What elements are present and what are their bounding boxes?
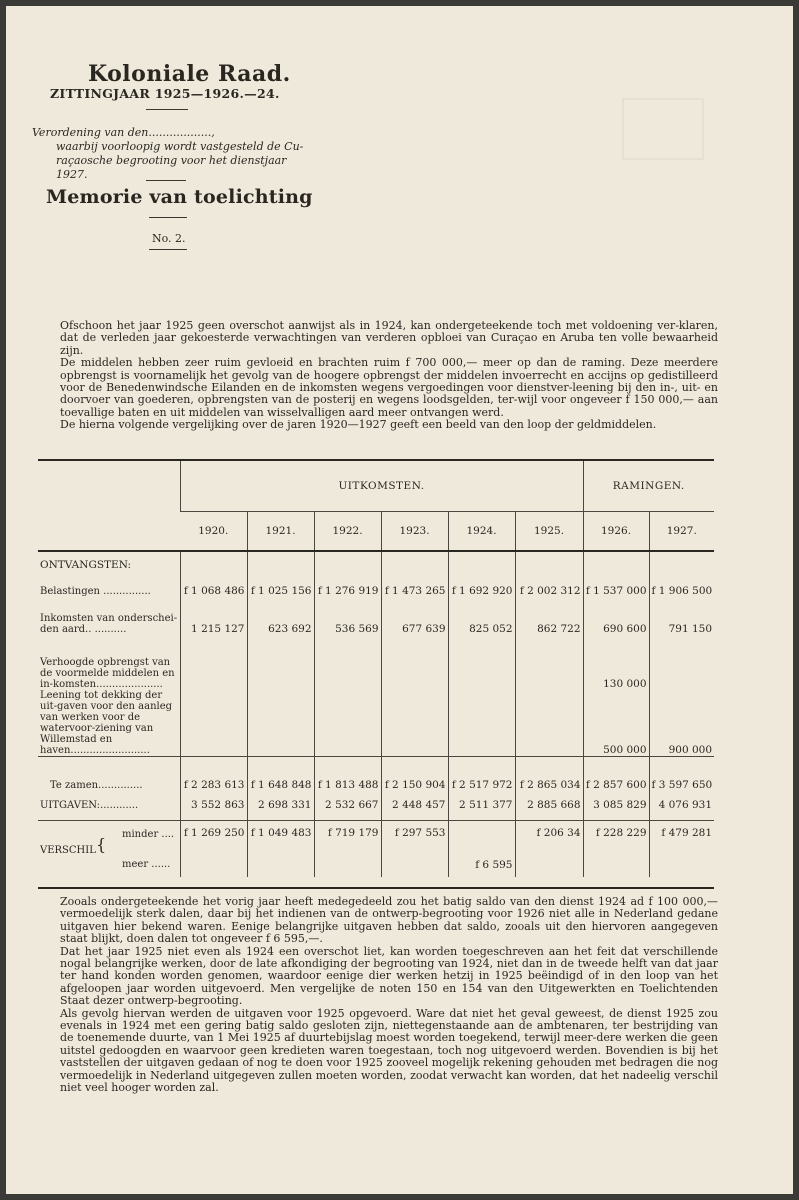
cell-value — [180, 635, 247, 690]
minder-value: f 719 179 — [327, 827, 379, 839]
paragraph: Als gevolg hiervan werden de uitgaven voor 1925 opgevoerd. Ware dat niet het geval geweest, de dienst 1925 zou evenals in 1924 met een gering batig saldo gesloten zijn, niettegenstaande aan de ambtenaren, ter bestrijding van de toenemende duurte, van 1 Mei 1925 af duurtebijslag moest worden toegekend, terwijl meer-dere werken die geen uitstel gedoogden en waarvoor geen kredieten waren toegestaan, toch nog uitgevoerd werden. Bovendien is bij het vaststellen der uitgaven gedaan of nog te doen voor 1925 zooveel mogelijk rekening gehouden met bedragen die nog vermoedelijk in Nederland uitgegeven zullen moeten worden, zoodat verwacht kan worden, dat het nadeelig verschil niet veel hooger worden zal. — [60, 1006, 718, 1095]
year-header: 1922. — [314, 511, 381, 551]
cell-value — [448, 690, 515, 757]
uitkomsten-header: UITKOMSTEN. — [180, 461, 583, 511]
cell-value: 536 569 — [314, 597, 381, 635]
year-header: 1926. — [583, 511, 649, 551]
closing-text — [32, 896, 718, 1095]
cell-value — [381, 690, 448, 757]
meer-label: meer ...... — [122, 859, 171, 870]
header-row-groups — [38, 461, 714, 511]
ordinance-line: 1927. — [56, 168, 88, 181]
header-empty — [38, 461, 180, 551]
cell-value: f 1 813 488 — [314, 757, 381, 791]
cell-value: f 2 002 312 — [515, 571, 583, 597]
row-label: Verhoogde opbrengst van de voormelde middelen en in-komsten..................... — [40, 657, 175, 690]
document-title: Koloniale Raad. — [88, 61, 291, 87]
verschil-label-cell — [38, 821, 180, 878]
document-page — [6, 6, 793, 1194]
cell-value: 4 076 931 — [649, 791, 714, 821]
row-label: UITGAVEN:............ — [40, 799, 139, 811]
cell-value: f 2 517 972 — [448, 757, 515, 791]
intro-text — [32, 320, 718, 432]
cell-value — [314, 635, 381, 690]
cell-value: 1 215 127 — [180, 597, 247, 635]
paragraph: Zooals ondergeteekende het vorig jaar heeft medegedeeld zou het batig saldo van den dienst 1924 ad f 100 000,— vermoedelijk sterk dalen, daar bij het indienen van de ontwerp-begrooting voor 1926 niet alle in Nederland gedane uitgaven hier bekend waren. Eenige belangrijke uitgaven hebben dat saldo, zooals uit den hiervoren aangegeven staat blijkt, doen dalen tot ongeveer f 6 595,—. — [60, 895, 718, 946]
cell-value: f 1 473 265 — [381, 571, 448, 597]
ontvangsten-row — [38, 551, 714, 571]
cell-value: f 2 857 600 — [583, 757, 649, 791]
verschil-label: VERSCHIL — [40, 845, 96, 856]
verschil-cell — [649, 821, 714, 878]
row-label: Belastingen ............... — [40, 586, 151, 597]
cell-value — [448, 635, 515, 690]
table-bottom-rule — [38, 887, 714, 889]
faint-stamp-icon — [618, 94, 708, 164]
cell-value: 2 532 667 — [314, 791, 381, 821]
memorie-heading: Memorie van toelichting — [46, 186, 313, 208]
divider — [149, 217, 187, 218]
ordinance-caption — [32, 126, 303, 182]
cell-value: 3 552 863 — [180, 791, 247, 821]
cell-value: 690 600 — [583, 597, 649, 635]
cell-value: 900 000 — [649, 690, 714, 757]
table-row — [38, 571, 714, 597]
cell-value — [649, 635, 714, 690]
cell-value: 500 000 — [583, 690, 649, 757]
verschil-cell — [180, 821, 247, 878]
row-label: Inkomsten van onderschei-den aard.. .......... — [40, 613, 178, 635]
cell-value: 130 000 — [583, 635, 649, 690]
verschil-cell — [314, 821, 381, 878]
cell-value: f 1 537 000 — [583, 571, 649, 597]
minder-value: f 1 269 250 — [183, 827, 245, 839]
year-header: 1925. — [515, 511, 583, 551]
cell-value: 3 085 829 — [583, 791, 649, 821]
ordinance-line: raçaosche begrooting voor het dienstjaar — [56, 154, 287, 167]
table-row — [38, 597, 714, 635]
table-row — [38, 635, 714, 690]
verschil-cell — [515, 821, 583, 878]
cell-value: 2 698 331 — [247, 791, 314, 821]
row-label: Te zamen.............. — [38, 757, 180, 791]
ontvangsten-label: ONTVANGSTEN: — [38, 551, 180, 571]
cell-value — [180, 690, 247, 757]
paragraph: De middelen hebben zeer ruim gevloeid en brachten ruim f 700 000,— meer op dan de raming. Deze meerdere opbrengst is voornamelijk het gevolg van de hoogere opbrengst der middelen invoerrecht en accijns op gedistilleerd voor de Benedenwindsche Eilanden en de inkomsten wegens vergoedingen voor dienstver-leening bij den in-, uit- en doorvoer van goederen, opbrengsten van de posterij en wegens loodsgelden, ter-wijl voor ongeveer f 150 000,— aan toevallige baten en uit middelen van wisselvalligen aard meer ontvangen werd. — [60, 356, 718, 419]
ordinance-line: waarbij voorloopig wordt vastgesteld de Cu- — [56, 140, 304, 153]
paragraph: De hierna volgende vergelijking over de jaren 1920—1927 geeft een beeld van den loop der geldmiddelen. — [60, 418, 657, 432]
cell-value — [247, 635, 314, 690]
finance-table — [38, 461, 714, 877]
minder-value: f 228 229 — [595, 827, 647, 839]
cell-value: f 1 648 848 — [247, 757, 314, 791]
verschil-cell — [381, 821, 448, 878]
paragraph: Dat het jaar 1925 niet even als 1924 een overschot liet, kan worden toegeschreven aan het feit dat verschillende nogal belangrijke werken, door de late afkondiging der begrooting van 1924, niet dan in de tweede helft van dat jaar ter hand konden worden genomen, waardoor eenige dier werken hetzij in 1925 beëindigd of in den loop van het afgeloopen jaar worden uitgevoerd. Men vergelijke de noten 150 en 154 van den Uitgewerkten en Toelichtenden Staat dezer ontwerp-begrooting. — [60, 944, 718, 1008]
cell-value — [515, 690, 583, 757]
year-header: 1921. — [247, 511, 314, 551]
minder-value: f 206 34 — [536, 827, 581, 839]
cell-value: 2 511 377 — [448, 791, 515, 821]
minder-value: f 1 049 483 — [250, 827, 312, 839]
meer-value: f 6 595 — [475, 859, 513, 871]
table-row — [38, 690, 714, 757]
document-number: No. 2. — [152, 232, 186, 245]
cell-value: f 2 150 904 — [381, 757, 448, 791]
total-row — [38, 757, 714, 791]
divider — [149, 249, 187, 250]
cell-value — [314, 690, 381, 757]
cell-value: f 1 692 920 — [448, 571, 515, 597]
cell-value — [515, 635, 583, 690]
cell-value: 623 692 — [247, 597, 314, 635]
paragraph: Ofschoon het jaar 1925 geen overschot aanwijst als in 1924, kan ondergeteekende toch met voldoening ver-klaren, dat de verleden jaar gekoesterde verwachtingen van verderen opbloei van Curaçao en Aruba ten volle bewaarheid zijn. — [60, 319, 718, 357]
cell-value: f 2 865 034 — [515, 757, 583, 791]
divider — [146, 109, 188, 110]
verschil-cell — [583, 821, 649, 878]
verschil-cell — [448, 821, 515, 878]
year-header: 1920. — [180, 511, 247, 551]
cell-value: f 1 025 156 — [247, 571, 314, 597]
verschil-row — [38, 821, 714, 878]
verschil-cell — [247, 821, 314, 878]
cell-value: 862 722 — [515, 597, 583, 635]
year-header: 1927. — [649, 511, 714, 551]
session-heading: ZITTINGJAAR 1925—1926.—24. — [50, 86, 280, 101]
cell-value: f 3 597 650 — [649, 757, 714, 791]
divider — [146, 180, 186, 181]
cell-value: f 2 283 613 — [180, 757, 247, 791]
ordinance-line: Verordening van den.................., — [32, 126, 215, 139]
cell-value — [381, 635, 448, 690]
uitgaven-row — [38, 791, 714, 821]
cell-value: 2 448 457 — [381, 791, 448, 821]
cell-value: 677 639 — [381, 597, 448, 635]
minder-value: f 479 281 — [661, 827, 713, 839]
cell-value: f 1 068 486 — [180, 571, 247, 597]
minder-label: minder .... — [122, 829, 175, 840]
cell-value: f 1 276 919 — [314, 571, 381, 597]
ramingen-header: RAMINGEN. — [583, 461, 714, 511]
year-header: 1924. — [448, 511, 515, 551]
brace-icon: { — [96, 835, 107, 854]
cell-value: f 1 906 500 — [649, 571, 714, 597]
year-header: 1923. — [381, 511, 448, 551]
cell-value — [247, 690, 314, 757]
cell-value: 791 150 — [649, 597, 714, 635]
minder-value: f 297 553 — [394, 827, 446, 839]
cell-value: 825 052 — [448, 597, 515, 635]
row-label: Leening tot dekking der uit-gaven voor den aanleg van werken voor de watervoor-ziening van Willemstad en haven......................... — [40, 690, 173, 756]
cell-value: 2 885 668 — [515, 791, 583, 821]
